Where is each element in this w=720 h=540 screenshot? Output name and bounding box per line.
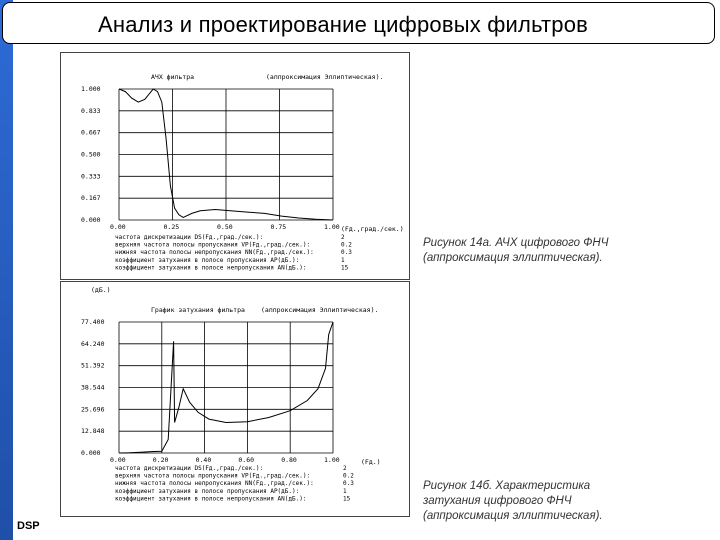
figure-a-y-tick-label: 0.000 bbox=[81, 216, 101, 224]
figure-b-heading-left: График затухания фильтра bbox=[151, 306, 245, 314]
figure-a-y-tick-label: 0.167 bbox=[81, 194, 101, 203]
sidebar-stripe bbox=[0, 0, 13, 540]
figure-a-y-tick-label: 0.833 bbox=[81, 106, 101, 115]
figure-a-param-value: 2 bbox=[341, 234, 345, 241]
figure-b-panel bbox=[60, 281, 410, 517]
figure-a-param-value: 1 bbox=[341, 256, 345, 264]
figure-a-param-value: 0.2 bbox=[341, 241, 352, 249]
figure-a-caption bbox=[423, 236, 703, 266]
figure-b-param-label: частота дискретизации DS(Fд.,град./сек.): bbox=[115, 465, 264, 472]
figure-b-y-tick-label: 51.392 bbox=[81, 361, 105, 370]
figure-a-param-label: коэффициент затухания в полосе пропускания AP(дБ.): bbox=[115, 256, 300, 264]
figure-b-x-tick-label: 0.60 bbox=[238, 456, 255, 464]
figure-a-x-tick-label: 0.00 bbox=[110, 223, 126, 231]
footer-label: DSP bbox=[17, 520, 40, 532]
figure-b-y-tick-label: 77.400 bbox=[81, 318, 105, 326]
figure-b-y-tick-label: 64.240 bbox=[81, 339, 105, 348]
figure-b-y-tick-label: 25.696 bbox=[81, 405, 105, 414]
figure-a-param-value: 15 bbox=[341, 264, 349, 272]
figure-b-param-value: 0.3 bbox=[343, 480, 354, 488]
figure-b-param-label: коэффициент затухания в полосе непропускания AN(дБ.): bbox=[115, 495, 307, 503]
figure-b-x-unit: (Fд.) bbox=[361, 458, 381, 466]
figure-a-param-label: частота дискретизации DS(Fд.,град./сек.): bbox=[115, 234, 264, 241]
figure-a-chart bbox=[61, 53, 410, 280]
figure-a-x-unit: (Fд.,град./сек.) bbox=[341, 225, 404, 233]
figure-a-y-tick-label: 1.000 bbox=[81, 85, 101, 93]
figure-b-caption-line2: затухания цифрового ФНЧ bbox=[423, 495, 572, 507]
figure-a-heading-right: (аппроксимация Эллиптическая). bbox=[266, 73, 384, 81]
figure-a-y-tick-label: 0.333 bbox=[81, 172, 101, 181]
figure-b-caption-line3: (аппроксимация эллиптическая). bbox=[423, 510, 603, 522]
figure-b-x-tick-label: 0.20 bbox=[152, 456, 169, 464]
figure-b-param-label: верхняя частота полосы пропускания VP(Fд.,град./сек.): bbox=[115, 472, 311, 480]
figure-a-y-tick-label: 0.667 bbox=[81, 128, 101, 137]
figure-b-param-label: коэффициент затухания в полосе пропускания AP(дБ.): bbox=[115, 487, 300, 495]
figure-a-param-label: коэффициент затухания в полосе непропускания AN(дБ.): bbox=[115, 264, 307, 272]
figure-b-caption bbox=[423, 479, 703, 524]
page-title: Анализ и проектирование цифровых фильтров bbox=[98, 12, 589, 37]
figure-a-x-tick-label: 0.25 bbox=[163, 223, 180, 231]
figure-a-panel bbox=[60, 52, 410, 280]
figure-b-heading-right: (аппроксимация Эллиптическая). bbox=[261, 306, 379, 314]
figure-b-param-value: 15 bbox=[343, 495, 351, 503]
figure-a-caption-line1: Рисунок 14а. АЧХ цифрового ФНЧ bbox=[423, 237, 609, 249]
figure-a-param-value: 0.3 bbox=[341, 249, 352, 257]
figure-a-y-tick-label: 0.500 bbox=[81, 150, 101, 159]
figure-b-param-label: нижняя частота полосы непропускания NN(Fд.,град./сек.): bbox=[115, 480, 314, 488]
figure-a-param-label: верхняя частота полосы пропускания VP(Fд.,град./сек.): bbox=[115, 241, 311, 249]
figure-a-x-tick-label: 0.50 bbox=[217, 223, 233, 231]
figure-b-y-tick-label: 38.544 bbox=[81, 383, 105, 392]
figure-b-y-unit: (дБ.) bbox=[91, 286, 111, 294]
figure-b-x-tick-label: 0.00 bbox=[110, 456, 126, 464]
figure-b-y-tick-label: 12.848 bbox=[81, 427, 105, 436]
figure-b-x-tick-label: 0.80 bbox=[281, 456, 297, 464]
figure-b-chart bbox=[61, 282, 410, 517]
figure-b-x-tick-label: 0.40 bbox=[195, 456, 212, 464]
figure-a-caption-line2: (аппроксимация эллиптическая). bbox=[423, 252, 603, 264]
figure-a-param-label: нижняя частота полосы непропускания NN(Fд.,град./сек.): bbox=[115, 249, 314, 257]
title-box bbox=[2, 2, 715, 44]
figure-b-param-value: 2 bbox=[343, 465, 347, 472]
figure-b-param-value: 1 bbox=[343, 487, 347, 495]
figure-b-param-value: 0.2 bbox=[343, 472, 354, 480]
figure-b-caption-line1: Рисунок 14б. Характеристика bbox=[423, 480, 591, 492]
figure-a-heading-left: АЧХ фильтра bbox=[151, 73, 195, 81]
figure-b-x-tick-label: 1.00 bbox=[324, 456, 340, 464]
figure-a-x-tick-label: 1.00 bbox=[324, 223, 340, 231]
figure-a-x-tick-label: 0.75 bbox=[270, 223, 287, 231]
figure-b-y-tick-label: 0.000 bbox=[81, 449, 101, 457]
